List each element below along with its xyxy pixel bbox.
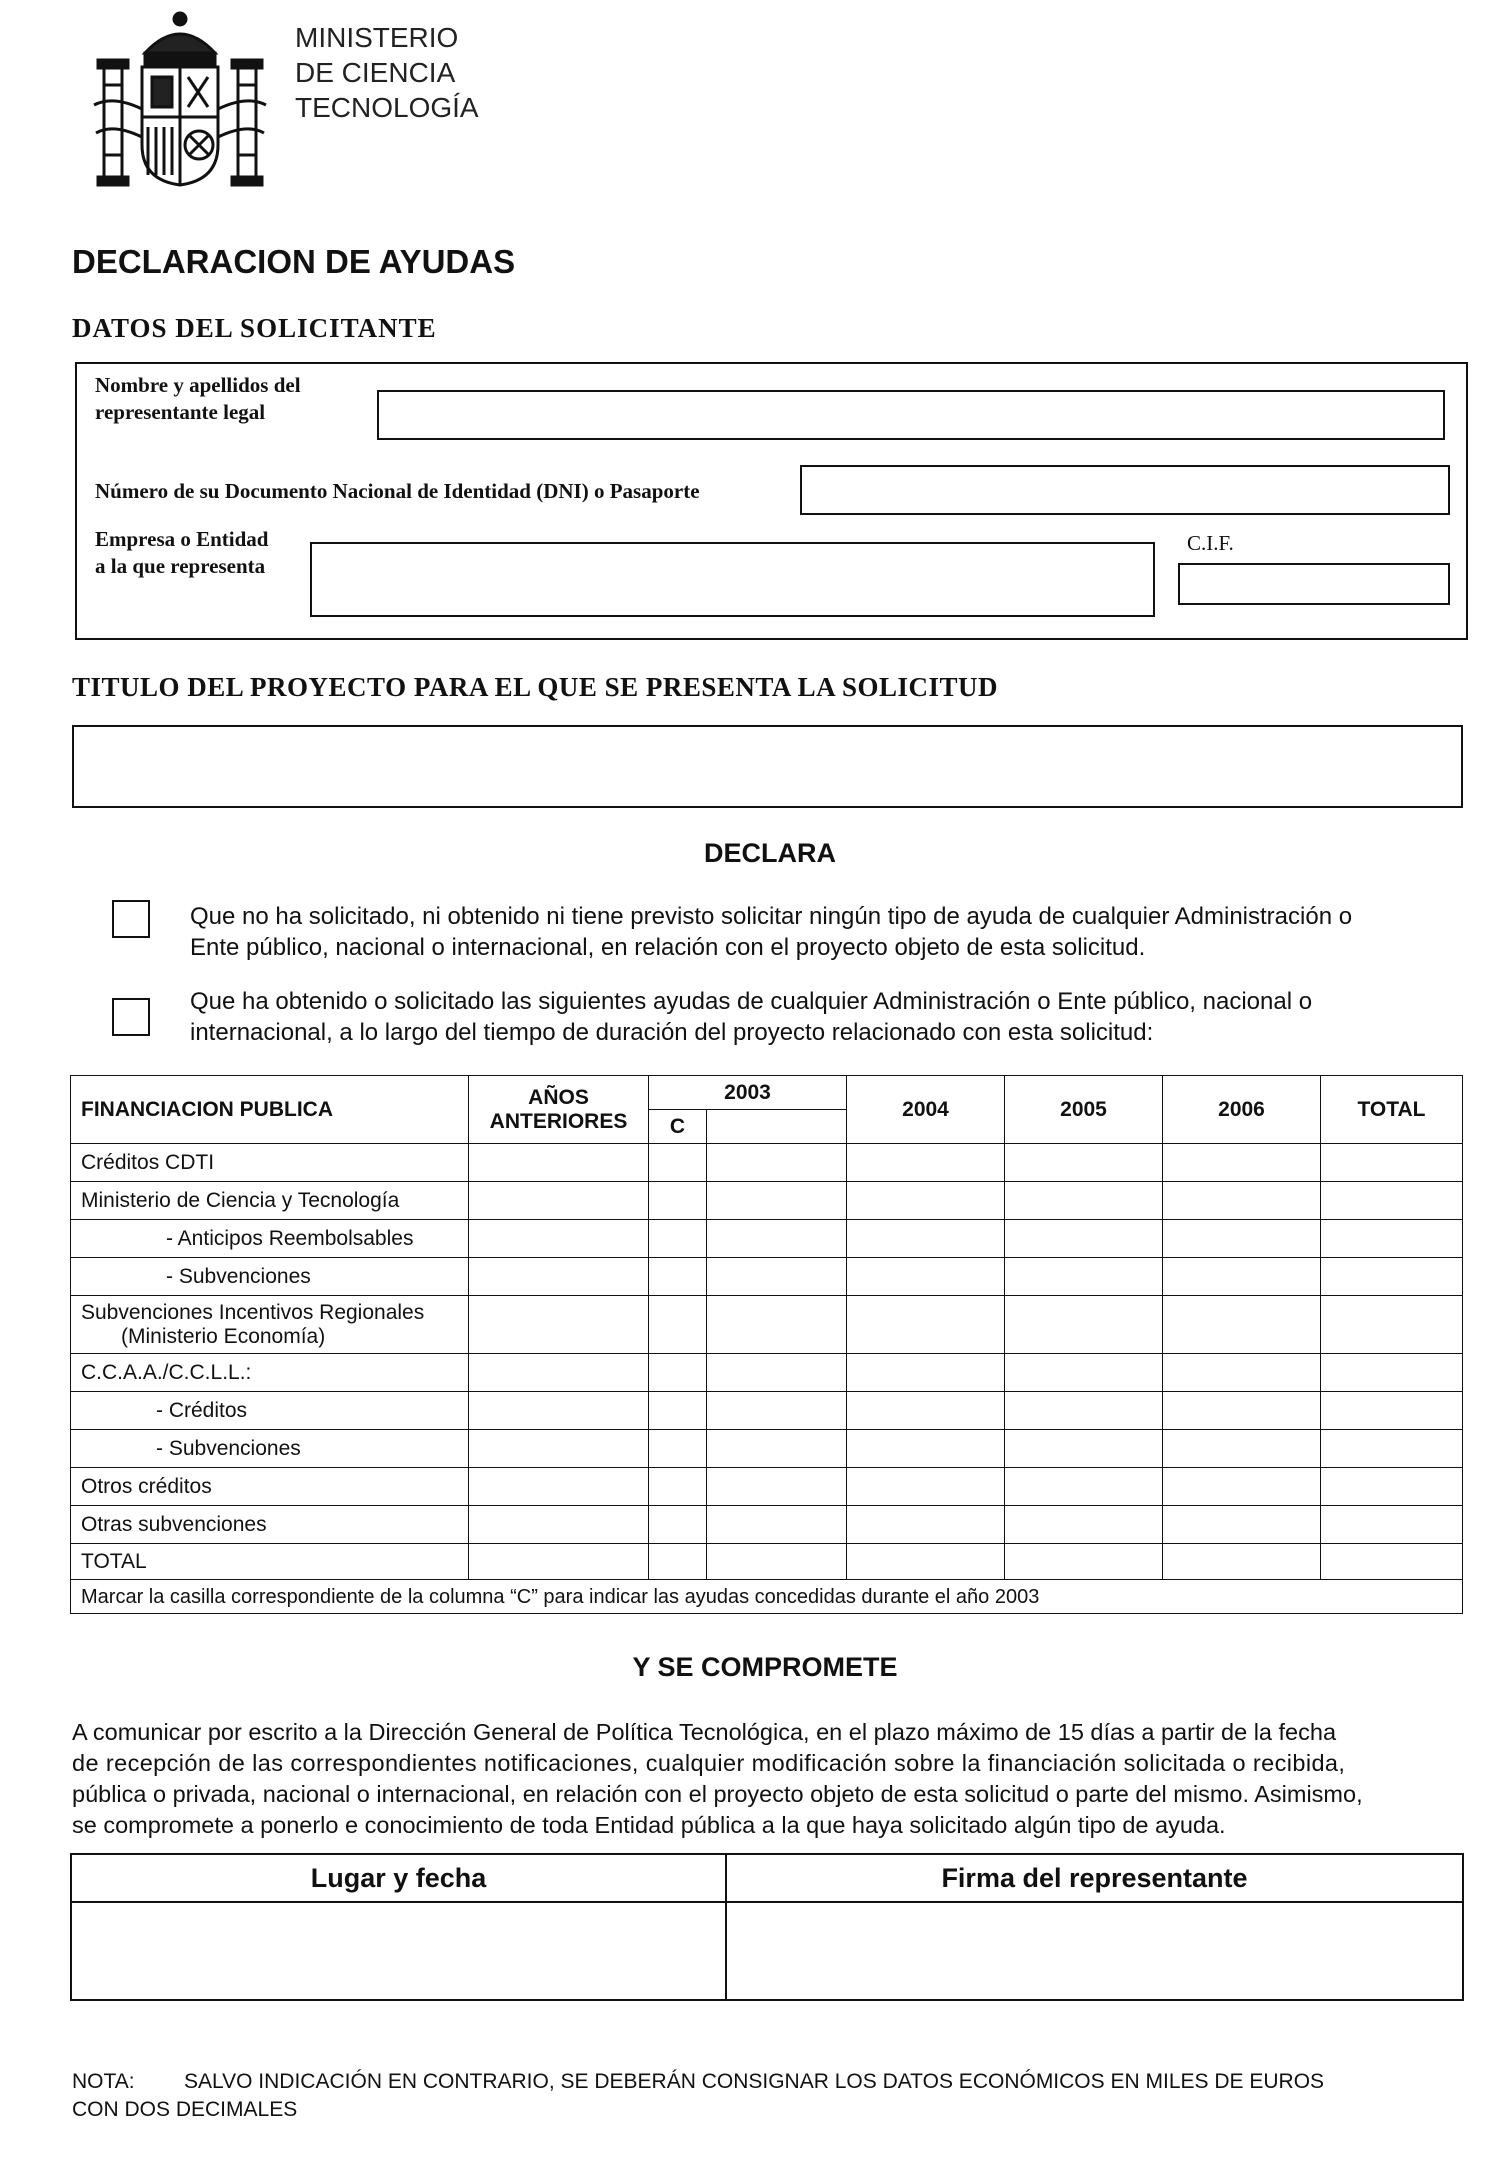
name-label-line-2: representante legal: [95, 400, 266, 424]
option2-line-1: Que ha obtenido o solicitado las siguientes ayudas de cualquier Administración o Ente público, nacional o: [190, 988, 1313, 1015]
place-date-label: Lugar y fecha: [71, 1854, 726, 1902]
cell[interactable]: [1321, 1354, 1463, 1392]
signature-label: Firma del representante: [726, 1854, 1463, 1902]
c-checkbox-cell[interactable]: [649, 1144, 707, 1182]
col-header-anos-line-2: ANTERIORES: [489, 1109, 628, 1133]
cell[interactable]: [1005, 1354, 1163, 1392]
row-label: Créditos CDTI: [71, 1144, 469, 1182]
col-header-c: C: [649, 1110, 707, 1144]
col-header-2004: 2004: [847, 1076, 1005, 1144]
col-header-anos: [469, 1076, 649, 1144]
table-row: [71, 1220, 1463, 1258]
cell[interactable]: [707, 1544, 847, 1580]
compromete-line-2: de recepción de las correspondientes notificaciones, cualquier modificación sobre la financiación solicitada o recibida,: [72, 1750, 1346, 1776]
table-row: [71, 1506, 1463, 1544]
table-row: [71, 1544, 1463, 1580]
cell[interactable]: [1163, 1220, 1321, 1258]
cell[interactable]: [847, 1468, 1005, 1506]
option2-checkbox[interactable]: [112, 998, 150, 1036]
cell[interactable]: [469, 1220, 649, 1258]
c-checkbox-cell[interactable]: [649, 1182, 707, 1220]
cell[interactable]: [1163, 1430, 1321, 1468]
c-checkbox-cell[interactable]: [649, 1220, 707, 1258]
cell[interactable]: [1321, 1182, 1463, 1220]
cell[interactable]: [1005, 1392, 1163, 1430]
cell[interactable]: [1321, 1468, 1463, 1506]
project-section-title: TITULO DEL PROYECTO PARA EL QUE SE PRESENTA LA SOLICITUD: [72, 672, 998, 702]
cell[interactable]: [1321, 1220, 1463, 1258]
cell[interactable]: [847, 1182, 1005, 1220]
cell[interactable]: [707, 1144, 847, 1182]
cell[interactable]: [847, 1220, 1005, 1258]
c-checkbox-cell[interactable]: [649, 1544, 707, 1580]
name-label-line-1: Nombre y apellidos del: [95, 373, 301, 397]
c-checkbox-cell[interactable]: [649, 1392, 707, 1430]
footnote: [72, 2068, 1472, 2124]
cell[interactable]: [1005, 1468, 1163, 1506]
cell[interactable]: [847, 1354, 1005, 1392]
row-label: - Subvenciones: [71, 1258, 469, 1296]
row-label: Ministerio de Ciencia y Tecnología: [71, 1182, 469, 1220]
cell[interactable]: [1163, 1354, 1321, 1392]
coat-of-arms-emblem: [90, 5, 270, 190]
cell[interactable]: [707, 1506, 847, 1544]
signature-field[interactable]: [726, 1902, 1463, 2000]
footnote-line-1: SALVO INDICACIÓN EN CONTRARIO, SE DEBERÁN CONSIGNAR LOS DATOS ECONÓMICOS EN MILES DE EUROS: [184, 2070, 1325, 2093]
col-header-2003-amount: [707, 1110, 847, 1144]
row-label: Otras subvenciones: [71, 1506, 469, 1544]
table-row: [71, 1354, 1463, 1392]
cell[interactable]: [1005, 1544, 1163, 1580]
col-header-2003: 2003: [649, 1076, 847, 1110]
col-header-total: TOTAL: [1321, 1076, 1463, 1144]
table-row: [71, 1430, 1463, 1468]
row-label: - Anticipos Reembolsables: [71, 1220, 469, 1258]
ministry-line-2: DE CIENCIA: [295, 57, 456, 88]
row-label: [71, 1296, 469, 1354]
table-row: [71, 1392, 1463, 1430]
id-field[interactable]: [800, 465, 1450, 515]
cell[interactable]: [847, 1392, 1005, 1430]
c-checkbox-cell[interactable]: [649, 1296, 707, 1354]
row-label-line-2: (Ministerio Economía): [121, 1324, 326, 1348]
cell[interactable]: [469, 1544, 649, 1580]
cell[interactable]: [469, 1392, 649, 1430]
cell[interactable]: [1321, 1258, 1463, 1296]
declara-heading: DECLARA: [704, 838, 836, 868]
compromete-line-1: A comunicar por escrito a la Dirección General de Política Tecnológica, en el plazo máximo de 15 días a partir de la fecha: [72, 1719, 1337, 1745]
cell[interactable]: [469, 1354, 649, 1392]
cell[interactable]: [707, 1296, 847, 1354]
entity-label-line-1: Empresa o Entidad: [95, 527, 269, 551]
row-label-line-1: Subvenciones Incentivos Regionales: [81, 1300, 425, 1324]
option1-text: [190, 901, 1352, 963]
footnote-line-2: CON DOS DECIMALES: [72, 2098, 298, 2121]
id-label: Número de su Documento Nacional de Identidad (DNI) o Pasaporte: [95, 479, 700, 503]
compromete-heading: Y SE COMPROMETE: [632, 1652, 898, 1682]
col-header-anos-line-1: AÑOS: [528, 1085, 589, 1109]
cell[interactable]: [1163, 1544, 1321, 1580]
cell[interactable]: [469, 1506, 649, 1544]
cell[interactable]: [847, 1430, 1005, 1468]
cell[interactable]: [847, 1296, 1005, 1354]
cell[interactable]: [1005, 1296, 1163, 1354]
compromete-line-3: pública o privada, nacional o internacional, en relación con el proyecto objeto de esta solicitud o parte del mismo. Asimismo,: [72, 1781, 1363, 1807]
table-row: [71, 1296, 1463, 1354]
ministry-name: [295, 20, 479, 125]
ministry-line-3: TECNOLOGÍA: [295, 92, 479, 123]
page-title: DECLARACION DE AYUDAS: [72, 243, 516, 280]
cell[interactable]: [469, 1296, 649, 1354]
cell[interactable]: [1005, 1182, 1163, 1220]
cell[interactable]: [1005, 1430, 1163, 1468]
cell[interactable]: [847, 1258, 1005, 1296]
c-checkbox-cell[interactable]: [649, 1258, 707, 1296]
cell[interactable]: [707, 1258, 847, 1296]
cell[interactable]: [1163, 1182, 1321, 1220]
cell[interactable]: [847, 1144, 1005, 1182]
entity-label: [95, 526, 269, 580]
name-field[interactable]: [377, 390, 1445, 440]
cell[interactable]: [1321, 1392, 1463, 1430]
applicant-section-title: DATOS DEL SOLICITANTE: [72, 313, 437, 343]
coat-of-arms-icon: [90, 5, 270, 190]
entity-field[interactable]: [310, 542, 1155, 617]
compromete-text: [72, 1717, 1462, 1841]
c-checkbox-cell[interactable]: [649, 1506, 707, 1544]
name-label: [95, 372, 301, 426]
row-label: Otros créditos: [71, 1468, 469, 1506]
cell[interactable]: [707, 1354, 847, 1392]
c-checkbox-cell[interactable]: [649, 1468, 707, 1506]
cell[interactable]: [1163, 1144, 1321, 1182]
cell[interactable]: [469, 1468, 649, 1506]
cell[interactable]: [1321, 1144, 1463, 1182]
cell[interactable]: [1163, 1468, 1321, 1506]
project-title-field[interactable]: [72, 725, 1463, 808]
cif-field[interactable]: [1178, 563, 1450, 605]
option2-text: [190, 986, 1312, 1048]
option1-checkbox[interactable]: [112, 900, 150, 938]
row-label: TOTAL: [71, 1544, 469, 1580]
cell[interactable]: [847, 1544, 1005, 1580]
cell[interactable]: [469, 1144, 649, 1182]
c-checkbox-cell[interactable]: [649, 1354, 707, 1392]
cell[interactable]: [469, 1182, 649, 1220]
row-label: - Subvenciones: [71, 1430, 469, 1468]
c-checkbox-cell[interactable]: [649, 1430, 707, 1468]
cell[interactable]: [1005, 1506, 1163, 1544]
cif-label: C.I.F.: [1187, 531, 1234, 555]
place-date-field[interactable]: [71, 1902, 726, 2000]
cell[interactable]: [847, 1506, 1005, 1544]
table-row: [71, 1182, 1463, 1220]
cell[interactable]: [707, 1430, 847, 1468]
cell[interactable]: [1163, 1392, 1321, 1430]
cell[interactable]: [1321, 1296, 1463, 1354]
col-header-2006: 2006: [1163, 1076, 1321, 1144]
cell[interactable]: [469, 1430, 649, 1468]
financing-table: [70, 1075, 1463, 1614]
cell[interactable]: [1005, 1220, 1163, 1258]
option2-line-2: internacional, a lo largo del tiempo de duración del proyecto relacionado con esta solicitud:: [190, 1019, 1154, 1046]
col-header-financiacion: FINANCIACION PUBLICA: [71, 1076, 469, 1144]
col-header-2005: 2005: [1005, 1076, 1163, 1144]
cell[interactable]: [1005, 1144, 1163, 1182]
cell[interactable]: [1321, 1544, 1463, 1580]
table-note: Marcar la casilla correspondiente de la columna “C” para indicar las ayudas concedidas durante el año 2003: [71, 1580, 1463, 1614]
cell[interactable]: [707, 1392, 847, 1430]
option1-line-1: Que no ha solicitado, ni obtenido ni tiene previsto solicitar ningún tipo de ayuda de cualquier Administración o: [190, 903, 1353, 930]
cell[interactable]: [707, 1220, 847, 1258]
compromete-line-4: se compromete a ponerlo e conocimiento de toda Entidad pública a la que haya solicitado algún tipo de ayuda.: [72, 1812, 1226, 1838]
footnote-label: NOTA:: [72, 2070, 135, 2093]
cell[interactable]: [1321, 1506, 1463, 1544]
entity-label-line-2: a la que representa: [95, 554, 266, 578]
table-row: [71, 1258, 1463, 1296]
table-row: [71, 1144, 1463, 1182]
cell[interactable]: [1005, 1258, 1163, 1296]
option1-line-2: Ente público, nacional o internacional, en relación con el proyecto objeto de esta solicitud.: [190, 934, 1146, 961]
signature-table: [70, 1853, 1464, 2001]
cell[interactable]: [1321, 1430, 1463, 1468]
cell[interactable]: [469, 1258, 649, 1296]
cell[interactable]: [707, 1468, 847, 1506]
cell[interactable]: [1163, 1258, 1321, 1296]
cell[interactable]: [1163, 1296, 1321, 1354]
ministry-line-1: MINISTERIO: [295, 22, 459, 53]
table-row: [71, 1468, 1463, 1506]
cell[interactable]: [707, 1182, 847, 1220]
row-label: - Créditos: [71, 1392, 469, 1430]
row-label: C.C.A.A./C.C.L.L.:: [71, 1354, 469, 1392]
cell[interactable]: [1163, 1506, 1321, 1544]
